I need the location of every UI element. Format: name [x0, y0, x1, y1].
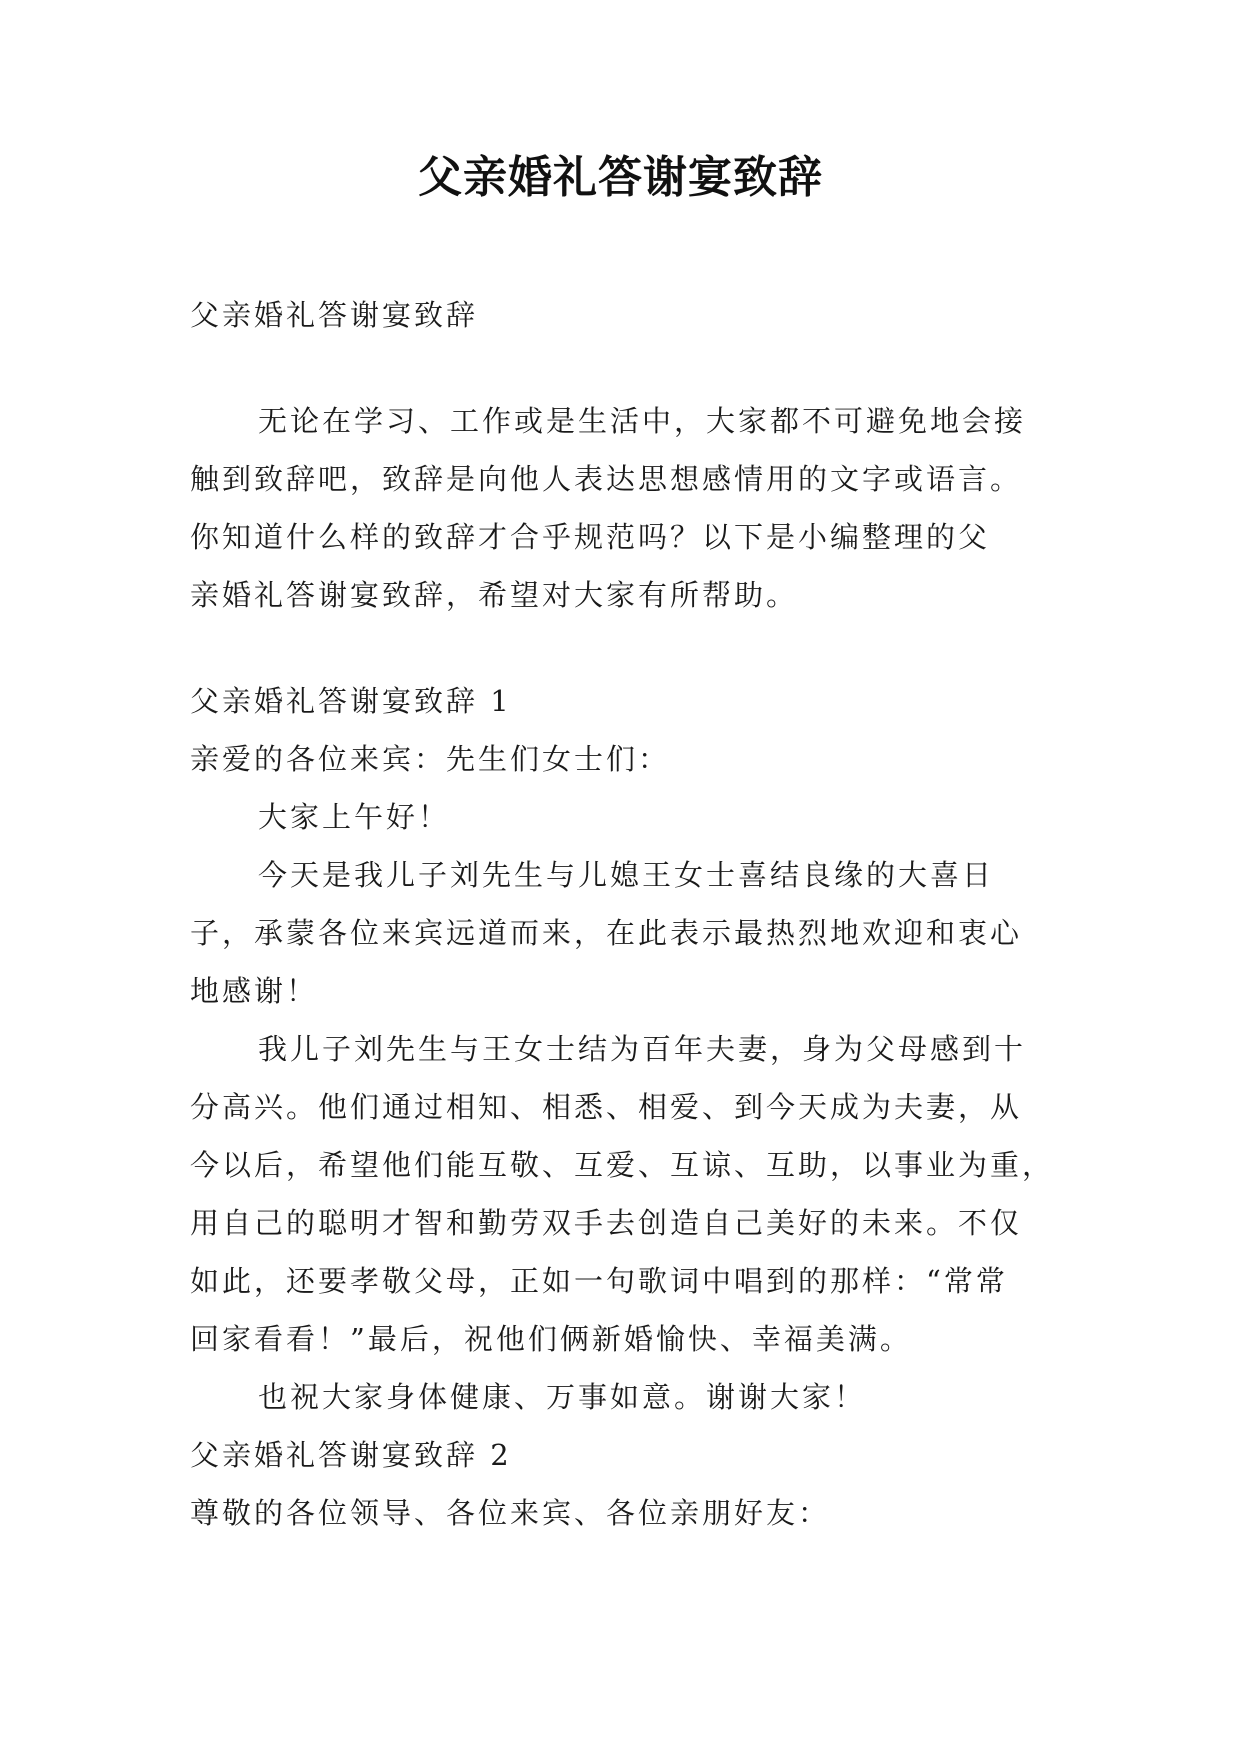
spacer: [190, 624, 1060, 672]
paragraph-line: 分高兴。他们通过相知、相悉、相爱、到今天成为夫妻，从: [190, 1090, 1023, 1124]
spacer: [190, 344, 1060, 392]
intro-line: 触到致辞吧，致辞是向他人表达思想感情用的文字或语言。: [190, 462, 1023, 496]
paragraph-line: 今天是我儿子刘先生与儿媳王女士喜结良缘的大喜日: [258, 858, 995, 892]
paragraph-line: 我儿子刘先生与王女士结为百年夫妻，身为父母感到十: [258, 1032, 1027, 1066]
paragraph-line: 今以后，希望他们能互敬、互爱、互谅、互助，以事业为重，: [190, 1148, 1055, 1182]
paragraph-line: 如此，还要孝敬父母，正如一句歌词中唱到的那样：“常常: [190, 1264, 1008, 1298]
section-heading: 父亲婚礼答谢宴致辞 1: [190, 684, 512, 718]
document-title: 父亲婚礼答谢宴致辞: [418, 152, 823, 203]
closing-line: 也祝大家身体健康、万事如意。谢谢大家！: [258, 1380, 867, 1414]
intro-line: 无论在学习、工作或是生活中，大家都不可避免地会接: [258, 404, 1027, 438]
paragraph-line: 地感谢！: [190, 974, 319, 1008]
paragraph-line: 子，承蒙各位来宾远道而来，在此表示最热烈地欢迎和衷心: [190, 916, 1023, 950]
salutation-line: 亲爱的各位来宾：先生们女士们：: [190, 742, 671, 776]
subtitle-line: 父亲婚礼答谢宴致辞: [190, 298, 479, 332]
intro-line: 你知道什么样的致辞才合乎规范吗？以下是小编整理的父: [190, 520, 991, 554]
section-heading: 父亲婚礼答谢宴致辞 2: [190, 1438, 512, 1472]
document-body: [190, 286, 1060, 1542]
salutation-line: 尊敬的各位领导、各位来宾、各位亲朋好友：: [190, 1496, 831, 1530]
paragraph-line: 用自己的聪明才智和勤劳双手去创造自己美好的未来。不仅: [190, 1206, 1023, 1240]
intro-line: 亲婚礼答谢宴致辞，希望对大家有所帮助。: [190, 578, 799, 612]
paragraph-line: 回家看看！”最后，祝他们俩新婚愉快、幸福美满。: [190, 1322, 912, 1356]
greeting-line: 大家上午好！: [258, 800, 451, 834]
